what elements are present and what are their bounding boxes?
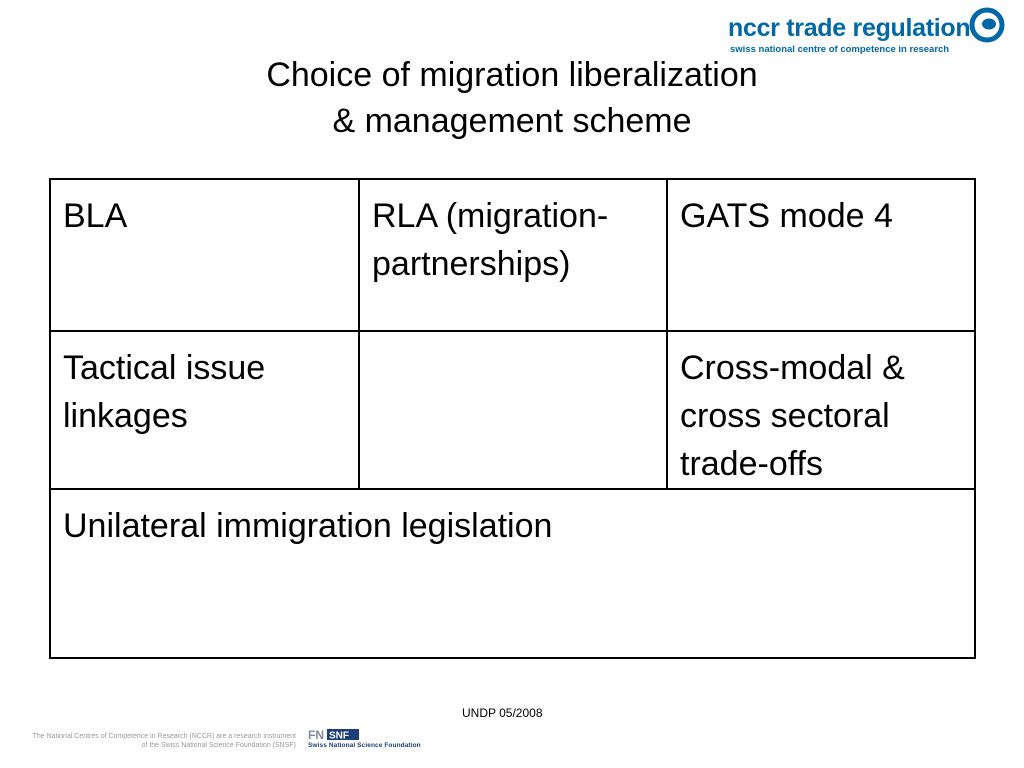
table-row: [50, 489, 975, 658]
table-cell-cross-modal: Cross-modal & cross sectoral trade-offs: [667, 331, 975, 489]
table-row: [50, 179, 975, 331]
fnsnf-logo-icon: [308, 728, 360, 741]
logo-title: nccr trade regulation: [728, 14, 971, 42]
table-cell-gats-mode-4: GATS mode 4: [667, 179, 975, 331]
table-cell-bla: BLA: [50, 179, 359, 331]
logo-subtitle: swiss national centre of competence in research: [730, 44, 950, 55]
ring-logo-icon: [969, 6, 1005, 44]
snsf-name: Swiss National Science Foundation: [308, 742, 421, 749]
footer-note-line-1: The National Centres of Competence in Research (NCCR) are a research instrument: [32, 733, 296, 740]
nccr-logo: [728, 6, 1018, 58]
slide-title-line-2: & management scheme: [332, 102, 692, 140]
table-row: [50, 331, 975, 489]
footer-note: [0, 732, 296, 750]
scheme-table: [49, 178, 976, 659]
snsf-logo: [308, 728, 432, 752]
footer-date: UNDP 05/2008: [462, 706, 543, 720]
svg-text:SNF: SNF: [329, 730, 349, 741]
slide-title: [112, 52, 912, 144]
svg-text:FN: FN: [308, 728, 324, 741]
footer-note-line-2: of the Swiss National Science Foundation (SNSF): [141, 742, 296, 749]
table-cell-tactical-issue-linkages: Tactical issue linkages: [50, 331, 359, 489]
slide-title-line-1: Choice of migration liberalization: [266, 56, 758, 94]
table-cell-rla: RLA (migration-partnerships): [359, 179, 667, 331]
table-cell-empty: [359, 331, 667, 489]
table-cell-unilateral-legislation: Unilateral immigration legislation: [50, 489, 975, 658]
